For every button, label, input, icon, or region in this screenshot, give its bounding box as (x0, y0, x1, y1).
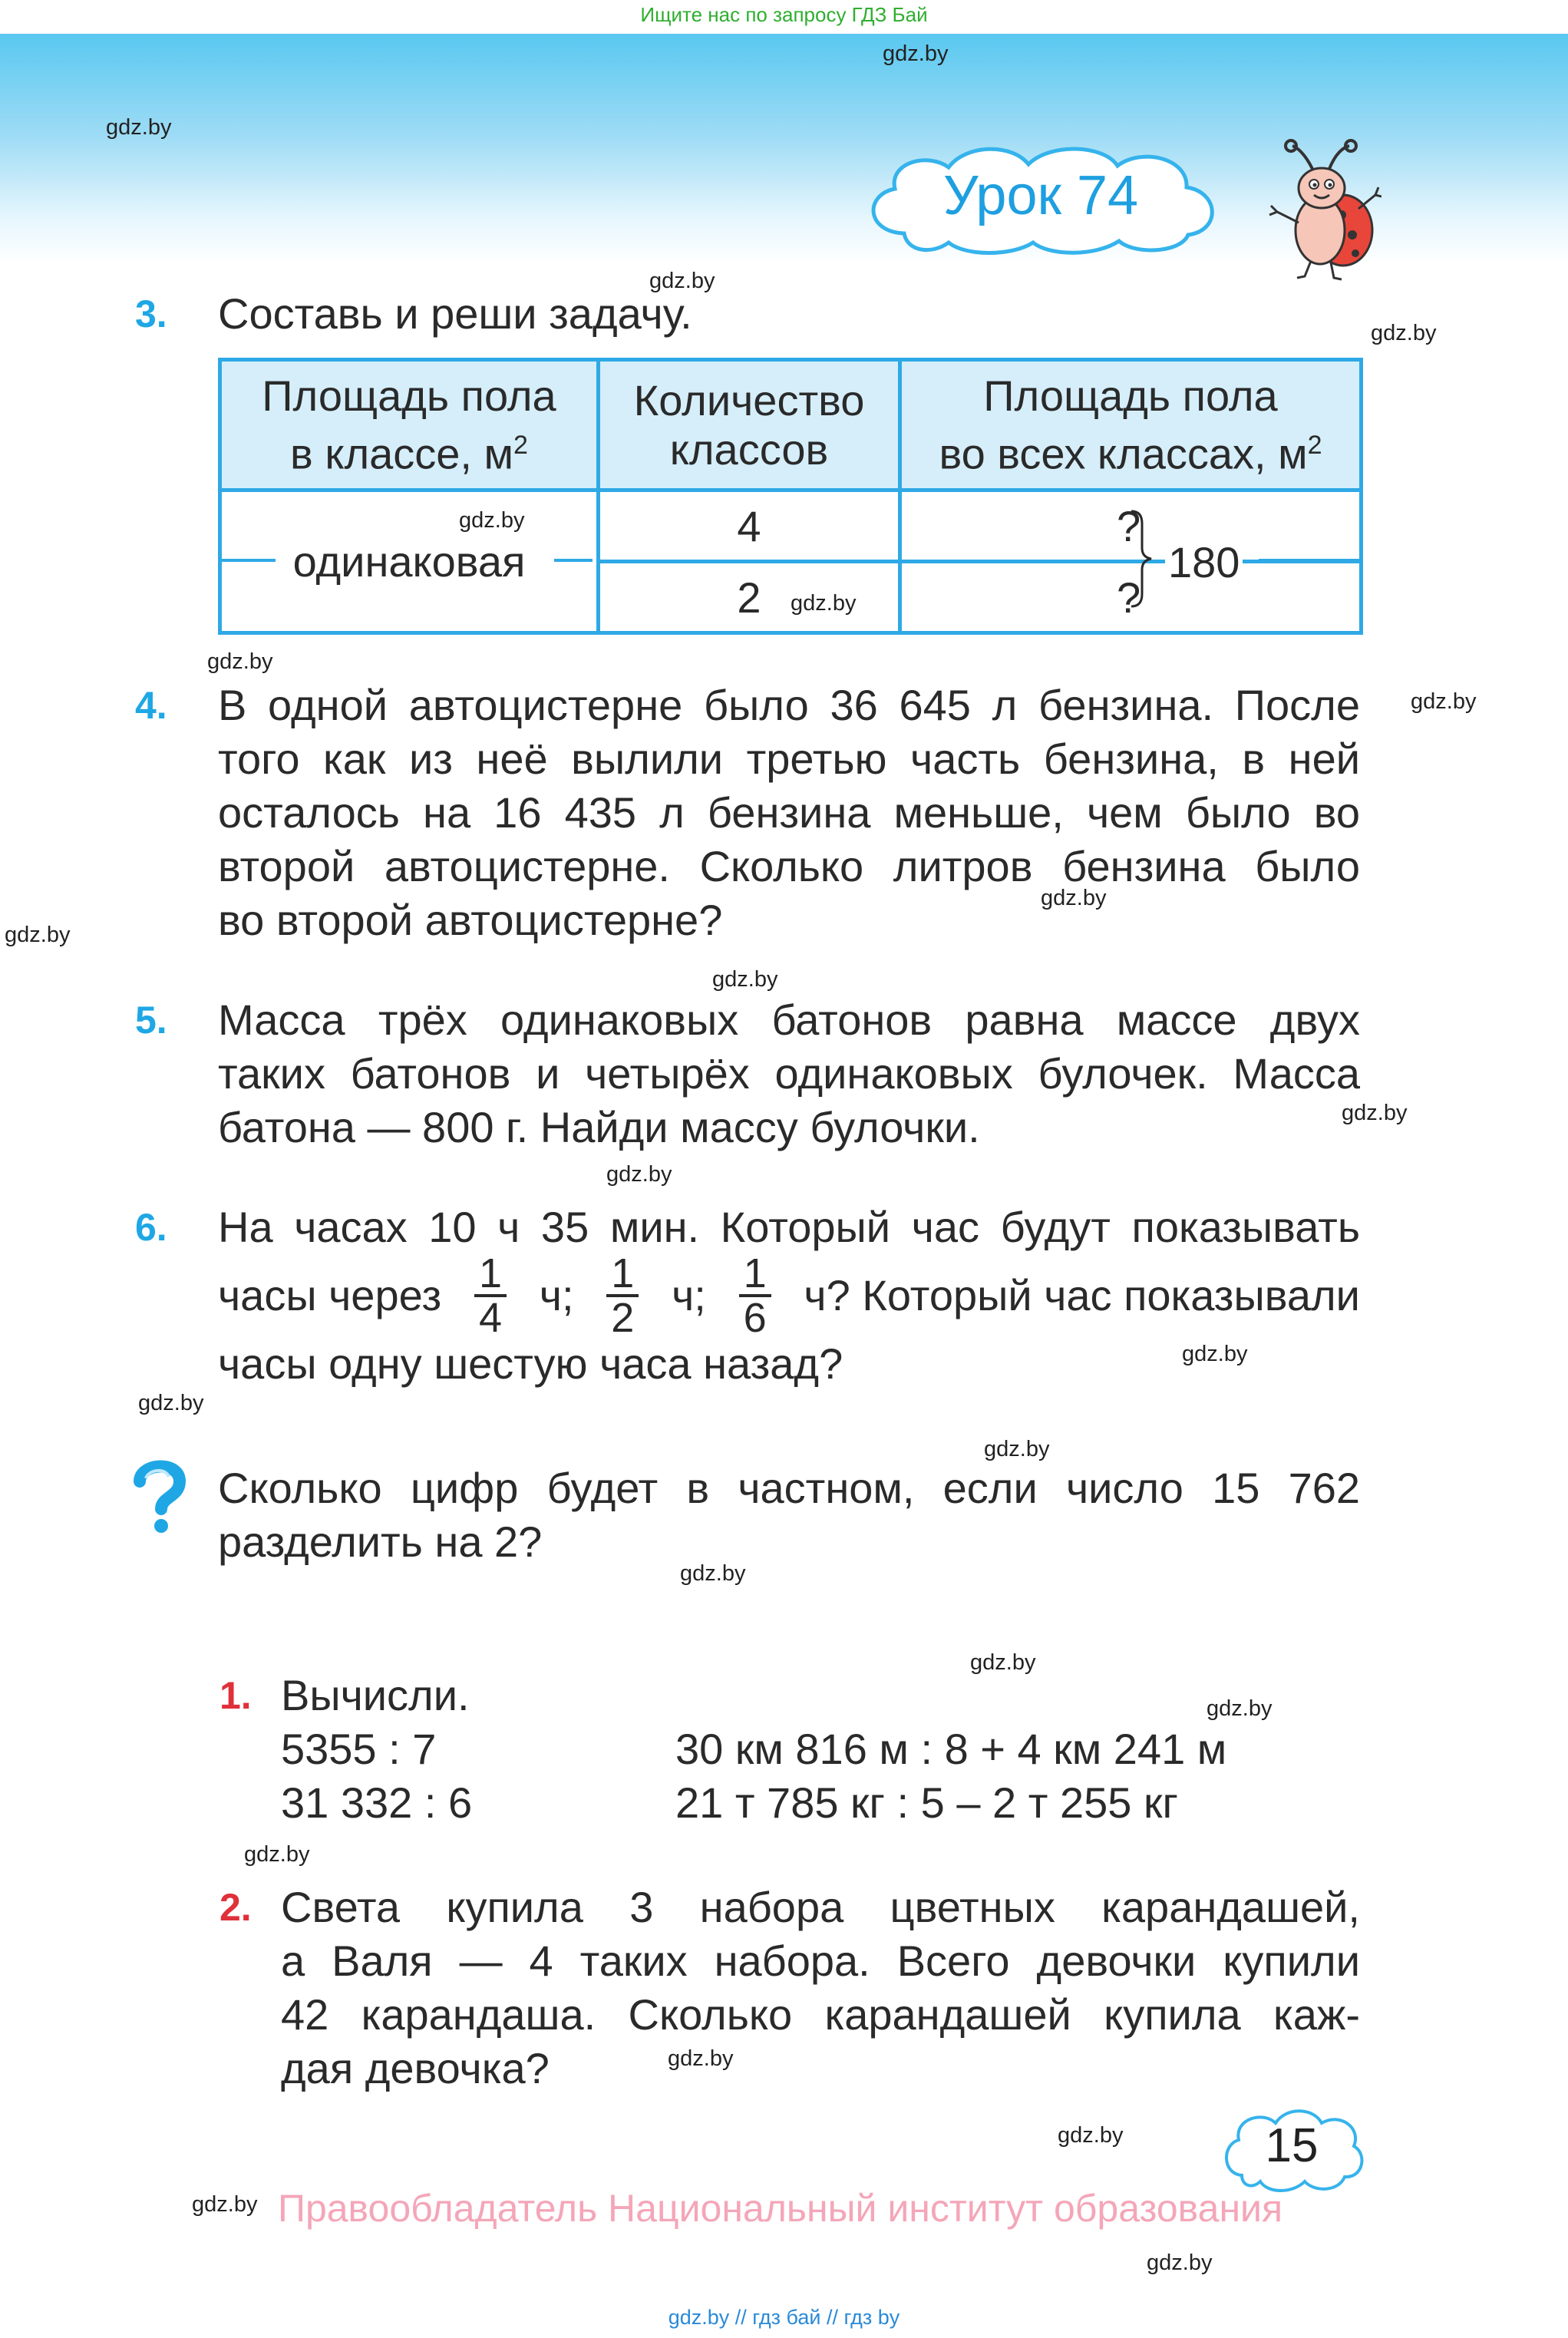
task-number: 6. (135, 1206, 167, 1249)
watermark: gdz.by (606, 1162, 672, 1187)
top-search-link[interactable]: Ищите нас по запросу ГДЗ Бай (640, 3, 928, 26)
task-text: На часах 10 ч 35 мин. Который час будут показывать часы через $\frac{1}{4}$ ч; $\frac{1}{2}$ ч; $\frac{1}{6}$ ч? Который час показывали часы одну шестую часа назад? (218, 1203, 1360, 1388)
total-value: 180 (1165, 536, 1243, 589)
watermark: gdz.by (244, 1842, 310, 1867)
expression: 30 км 816 м : 8 + 4 км 241 м (675, 1725, 1227, 1773)
watermark: gdz.by (791, 591, 857, 616)
table-divider (1259, 559, 1359, 562)
watermark: gdz.by (1371, 321, 1437, 345)
watermark: gdz.by (984, 1437, 1050, 1461)
extra-task-number: 2. (220, 1886, 252, 1929)
table-header: Количество классов (599, 360, 900, 490)
watermark: gdz.by (459, 508, 525, 533)
question-mark-icon (129, 1458, 190, 1535)
watermark: gdz.by (1207, 1696, 1273, 1721)
ladybug-icon (1266, 138, 1381, 284)
table-cell: ? (900, 562, 1362, 633)
watermark: gdz.by (1058, 2123, 1124, 2148)
watermark: gdz.by (1342, 1101, 1408, 1125)
watermark: gdz.by (680, 1561, 746, 1586)
task-text: Составь и реши задачу. (218, 289, 692, 338)
extra-task-title: Вычисли. (281, 1671, 470, 1719)
fraction: $\frac{1}{2}$ (606, 1253, 639, 1339)
brace-icon (1127, 507, 1157, 611)
fraction: $\frac{1}{6}$ (739, 1253, 771, 1339)
watermark: gdz.by (138, 1391, 204, 1415)
watermark: gdz.by (5, 923, 71, 947)
watermark: gdz.by (1182, 1342, 1248, 1366)
row-label: одинаковая (292, 537, 526, 586)
watermark: gdz.by (106, 115, 172, 140)
bottom-links[interactable]: gdz.by // гдз бай // гдз by (668, 2306, 900, 2329)
table-cell: 4 (599, 490, 900, 562)
watermark: gdz.by (668, 2046, 734, 2071)
task-number: 3. (135, 292, 167, 335)
extra-task-text: Света купила 3 набора цветных карандашей, а Валя — 4 таких набора. Всего девочки купили 42 карандаша. Сколько карандашей купила каж- дая девочка? (281, 1883, 1360, 2092)
question-text: Сколько цифр будет в частном, если число 15 762 разделить на 2? (218, 1464, 1360, 1566)
task-number: 4. (135, 684, 167, 727)
table-header: Площадь пола во всех классах, $м^2$ (900, 360, 1362, 490)
task-number: 5. (135, 999, 167, 1042)
watermark: gdz.by (970, 1650, 1036, 1675)
fraction: $\frac{1}{4}$ (474, 1253, 507, 1339)
top-bar (0, 0, 1568, 34)
watermark: gdz.by (1041, 886, 1107, 910)
table-cell (220, 490, 599, 633)
expression: 5355 : 7 (281, 1725, 437, 1773)
expression: 31 332 : 6 (281, 1778, 473, 1827)
watermark: gdz.by (207, 649, 273, 674)
task-text: Масса трёх одинаковых батонов равна массе двух таких батонов и четырёх одинаковых булочек. Масса батона — 800 г. Найди массу булочки. (218, 996, 1360, 1151)
watermark: gdz.by (883, 41, 949, 66)
watermark: gdz.by (649, 269, 715, 293)
watermark: gdz.by (1147, 2250, 1213, 2275)
table-divider (554, 559, 593, 562)
table-cell: ? (900, 490, 1362, 562)
watermark: gdz.by (712, 967, 778, 992)
table-cell: 2 (599, 562, 900, 633)
watermark: gdz.by (1411, 689, 1477, 714)
table-header: Площадь пола в классе, $м^2$ (220, 360, 599, 490)
page-number: 15 (1265, 2119, 1319, 2172)
expression: 21 т 785 кг : 5 – 2 т 255 кг (675, 1778, 1178, 1827)
lesson-title: Урок 74 (942, 165, 1139, 226)
extra-task-number: 1. (220, 1674, 252, 1717)
watermark: gdz.by (192, 2192, 258, 2217)
task-text: В одной автоцистерне было 36 645 л бензина. После того как из неё вылили третью часть бензина, в ней осталось на 16 435 л бензина меньше, чем было во второй автоцистерне. Сколько литров бензина было во второй автоцистерне? (218, 681, 1360, 944)
task-table (218, 358, 1363, 635)
copyright-text: Правообладатель Национальный институт образования (278, 2187, 1283, 2230)
table-divider (222, 559, 276, 562)
